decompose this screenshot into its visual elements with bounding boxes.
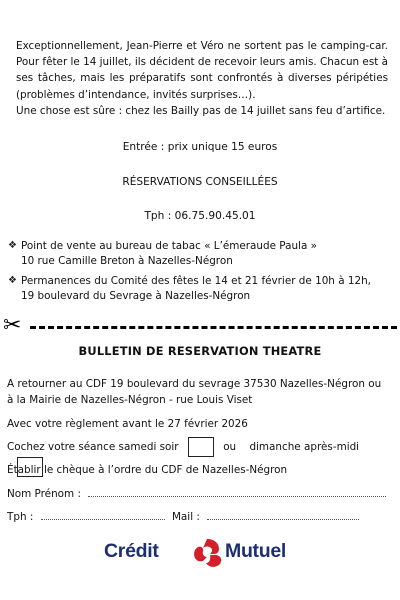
- sunday-afternoon-label: dimanche après-midi: [249, 441, 360, 453]
- intro-closing: Une chose est sûre : chez les Bailly pas de 14 juillet sans feu d’artifice.: [16, 104, 386, 117]
- permanence-label: Permanences du Comité des fêtes le 14 et 21 février de 10h à 12h,: [21, 274, 371, 287]
- tph-field[interactable]: [41, 509, 165, 520]
- return-address: [7, 376, 395, 408]
- mail-field[interactable]: [207, 509, 359, 520]
- name-field-row: [7, 486, 395, 502]
- session-choice-row: [7, 437, 395, 459]
- dashed-cut-line: [30, 326, 397, 329]
- tabac-point-address: 10 rue Camille Breton à Nazelles-Négron: [21, 255, 233, 268]
- reservations-heading: RÉSERVATIONS CONSEILLÉES: [122, 176, 278, 188]
- return-line-2: à la Mairie de Nazelles-Négron - rue Louis Viset: [7, 394, 253, 406]
- logo-word-mutuel: Mutuel: [225, 540, 287, 562]
- scissors-icon: ✂: [3, 313, 22, 338]
- return-line-1: A retourner au CDF 19 boulevard du sevrage 37530 Nazelles-Négron ou: [7, 378, 382, 390]
- saturday-evening-checkbox[interactable]: [188, 437, 214, 457]
- session-or-label: ou: [223, 441, 237, 453]
- session-prefix-label: Cochez votre séance samedi soir: [7, 441, 179, 453]
- tabac-point-label: Point de vente au bureau de tabac « L’émeraude Paula »: [21, 240, 317, 252]
- tph-label: Tph :: [7, 511, 34, 523]
- contact-field-row: [7, 509, 395, 525]
- list-item: [8, 239, 396, 270]
- payment-deadline: Avec votre règlement avant le 27 février 2026: [7, 418, 248, 430]
- intro-paragraph: Exceptionnellement, Jean-Pierre et Véro ne sortent pas le camping-car. Pour fêter le 14 juillet, ils décident de recevoir leurs amis. Chacun est à ses tâches, mais les préparatifs sont confrontés à diverses péripéties (problèmes d’intendance, invités surprises…).: [16, 40, 388, 101]
- mail-label: Mail :: [171, 511, 200, 523]
- entry-price: Entrée : prix unique 15 euros: [122, 141, 278, 153]
- intro-text: [16, 38, 388, 119]
- diamond-bullet-icon: ❖: [8, 274, 17, 286]
- sales-points-list: [8, 239, 396, 308]
- cut-line: [3, 314, 397, 338]
- cheque-instruction: Établir le chèque à l’ordre du CDF de Nazelles-Négron: [7, 464, 288, 476]
- credit-mutuel-emblem-icon: [190, 538, 224, 568]
- logo-word-credit: Crédit: [104, 540, 159, 562]
- diamond-bullet-icon: ❖: [8, 240, 17, 251]
- name-field[interactable]: [88, 486, 386, 497]
- name-label: Nom Prénom :: [7, 488, 81, 500]
- bulletin-title: BULLETIN DE RESERVATION THEATRE: [78, 344, 322, 358]
- phone-number: Tph : 06.75.90.45.01: [144, 210, 256, 222]
- permanence-address: 19 boulevard du Sevrage à Nazelles-Négron: [21, 289, 251, 302]
- list-item: [8, 274, 396, 305]
- credit-mutuel-logo: [104, 538, 304, 570]
